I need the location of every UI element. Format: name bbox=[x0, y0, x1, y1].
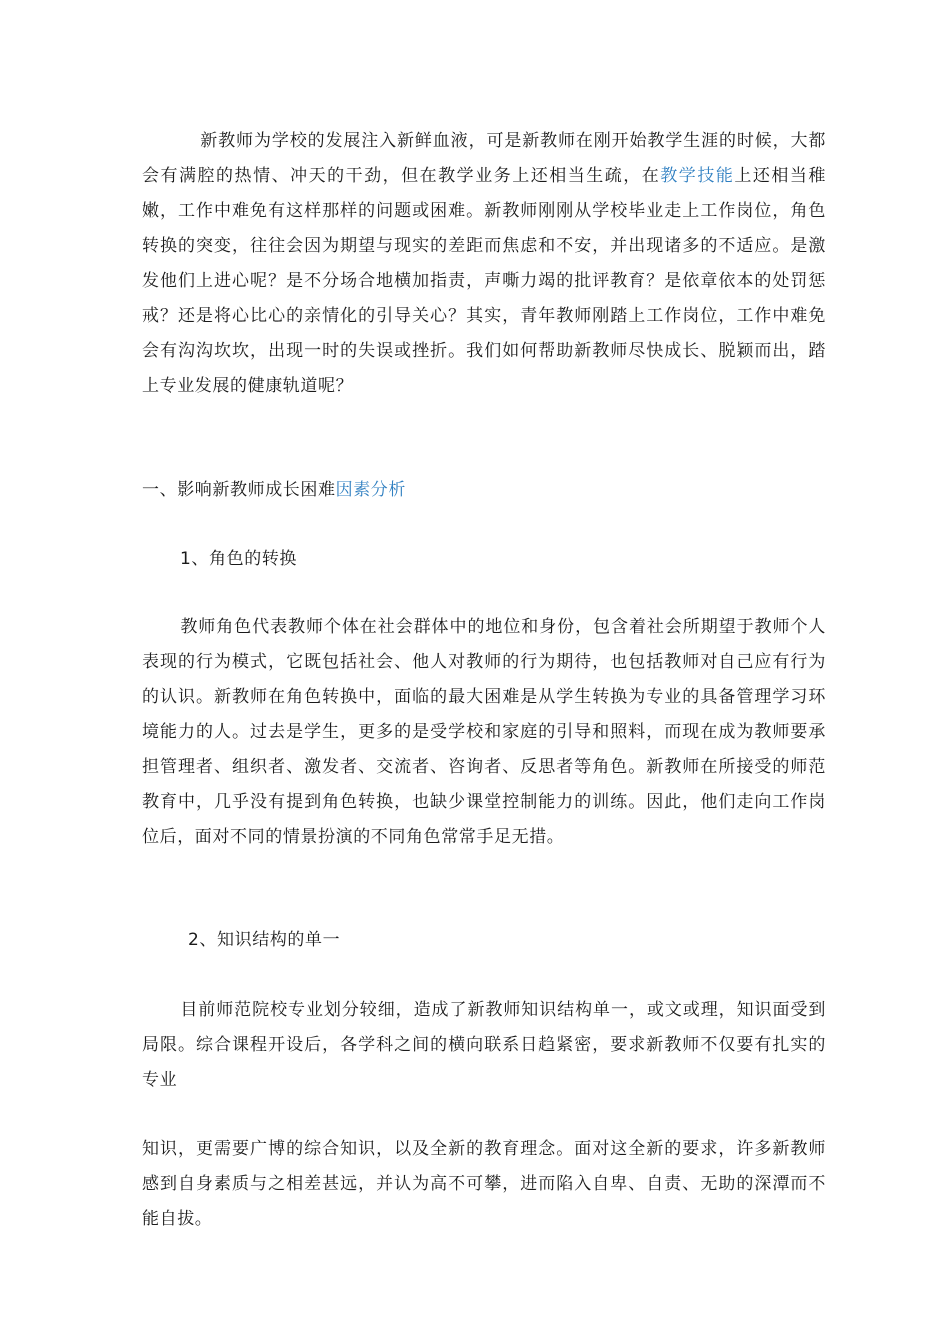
role-transition-text: 教师角色代表教师个体在社会群体中的地位和身份，包含着社会所期望于教师个人表现的行为模式，它既包括社会、他人对教师的行为期待，也包括教师对自己应有行为的认识。新教师在角色转换中，面临的最大困难是从学生转换为专业的具备管理学习环境能力的人。过去是学生，更多的是受学校和家庭的引导和照料，而现在成为教师要承担管理者、组织者、激发者、交流者、咨询者、反思者等角色。新教师在所接受的师范教育中，几乎没有提到角色转换，也缺少课堂控制能力的训练。因此，他们走向工作岗位后，面对不同的情景扮演的不同角色常常手足无措。 bbox=[142, 617, 826, 847]
role-transition-paragraph bbox=[142, 610, 826, 855]
intro-text-part1: 新教师为学校的发展注入新鲜血液，可是新教师在刚开始教学生涯的时候，大都会有满腔的热情、冲天的干劲，但在教学业务上还相当生疏，在 bbox=[142, 131, 826, 186]
knowledge-paragraph-1 bbox=[142, 993, 826, 1098]
subheading-knowledge-structure: 2、知识结构的单一 bbox=[188, 930, 341, 950]
factor-analysis-link[interactable]: 因素分析 bbox=[335, 480, 407, 500]
section-heading-prefix: 一、影响新教师成长困难 bbox=[142, 480, 336, 500]
intro-text-part2: 上还相当稚嫩，工作中难免有这样那样的问题或困难。新教师刚刚从学校毕业走上工作岗位，角色转换的突变，往往会因为期望与现实的差距而焦虑和不安，并出现诸多的不适应。是激发他们上进心呢？是不分场合地横加指责，声嘶力竭的批评教育？是依章依本的处罚惩戒？还是将心比心的亲情化的引导关心？其实，青年教师刚踏上工作岗位，工作中难免会有沟沟坎坎，出现一时的失误或挫折。我们如何帮助新教师尽快成长、脱颖而出，踏上专业发展的健康轨道呢？ bbox=[142, 166, 826, 396]
section-heading-1 bbox=[142, 473, 406, 508]
subheading-role-transition: 1、角色的转换 bbox=[180, 549, 298, 569]
knowledge-text-1: 目前师范院校专业划分较细，造成了新教师知识结构单一，或文或理，知识面受到局限。综合课程开设后，各学科之间的横向联系日趋紧密，要求新教师不仅要有扎实的专业 bbox=[142, 1000, 826, 1090]
knowledge-paragraph-2: 知识，更需要广博的综合知识，以及全新的教育理念。面对这全新的要求，许多新教师感到自身素质与之相差甚远，并认为高不可攀，进而陷入自卑、自责、无助的深潭而不能自拔。 bbox=[142, 1139, 826, 1229]
intro-paragraph bbox=[142, 124, 826, 404]
teaching-skills-link[interactable]: 教学技能 bbox=[660, 166, 735, 186]
